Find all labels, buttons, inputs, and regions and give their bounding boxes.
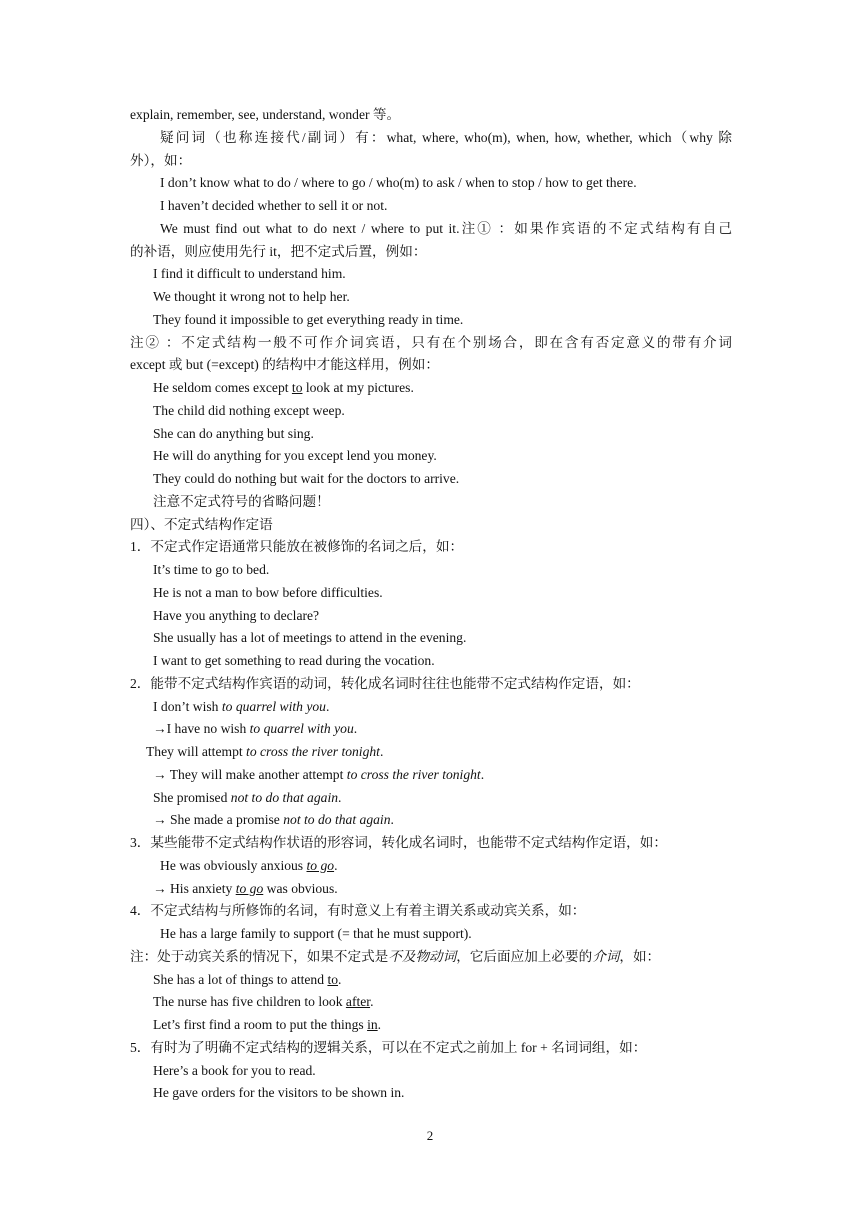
text-run: . [325, 698, 330, 714]
text-run: 4．不定式结构与所修饰的名词，有时意义上有着主谓关系或动宾关系，如： [130, 903, 586, 919]
text-run: ，它后面应加上必要的 [456, 948, 593, 964]
text-run: except 或 but (=except) 的结构中才能这样用，例如： [130, 357, 439, 373]
text-run: She can do anything but sing. [153, 425, 314, 441]
text-run: . [370, 994, 374, 1010]
underlined-text: in [367, 1017, 378, 1032]
text-run: explain, remember, see, understand, wonder 等。 [130, 107, 401, 122]
text-line [130, 400, 732, 423]
italic-text: to quarrel with you [249, 721, 354, 737]
text-run: ，如： [619, 948, 661, 964]
text-line [130, 150, 732, 173]
text-run: I haven’t decided whether to sell it or not. [160, 198, 388, 213]
text-run: They will attempt [146, 744, 247, 759]
text-line [130, 1037, 732, 1060]
underlined-text: to [291, 380, 303, 395]
text-line [130, 104, 732, 127]
text-line [130, 650, 732, 673]
text-run: . [480, 766, 485, 782]
text-run: It’s time to go to bed. [153, 562, 270, 577]
page-number: 2 [426, 1128, 434, 1143]
text-line [130, 263, 732, 286]
text-line [130, 605, 732, 628]
text-run: I don’t know what to do / where to go / who(m) to ask / when to stop / how to get there. [160, 175, 637, 191]
italic-text [236, 881, 264, 896]
text-run: I find it difficult to understand him. [153, 266, 346, 282]
underlined-text: after [345, 994, 371, 1010]
text-run: 3．某些能带不定式结构作状语的形容词，转化成名词时，也能带不定式结构作定语，如： [130, 835, 667, 850]
text-run: 注② ：不定式结构一般不可作介词宾语，只有在个别场合，即在含有否定意义的带有介词 [130, 334, 732, 350]
text-line [130, 286, 732, 309]
text-line [130, 832, 732, 855]
italic-text: 不及物动词 [388, 948, 457, 964]
text-line [130, 445, 732, 468]
italic-text: 介词 [592, 948, 620, 964]
text-line [130, 468, 732, 491]
text-run: We thought it wrong not to help her. [153, 289, 350, 304]
text-run: 的补语，则应使用先行 it，把不定式后置，例如： [130, 243, 427, 259]
underlined-text: to [327, 971, 339, 987]
text-run: They found it impossible to get everything ready in time. [153, 311, 464, 327]
text-run: →I have no wish [153, 721, 250, 737]
text-line [130, 878, 732, 901]
text-run: 2．能带不定式结构作宾语的动词，转化成名词时往往也能带不定式结构作定语，如： [130, 675, 640, 691]
underlined-italic-text: to go [235, 880, 264, 896]
text-run: She usually has a lot of meetings to attend in the evening. [153, 630, 467, 646]
text-run: He seldom comes except [153, 380, 292, 395]
text-line [130, 195, 732, 218]
text-run: look at my pictures. [302, 380, 414, 395]
text-run: → His anxiety [153, 880, 236, 896]
text-line [130, 332, 732, 355]
text-line [130, 172, 732, 195]
text-line [130, 627, 732, 650]
text-run: 注：处于动宾关系的情况下，如果不定式是 [130, 948, 389, 964]
document-body [130, 104, 732, 1105]
text-line [130, 673, 732, 696]
text-run: 外），如： [130, 152, 192, 168]
text-line [130, 1060, 732, 1083]
text-run: . [390, 812, 394, 828]
text-run: The nurse has five children to look [153, 994, 346, 1010]
text-line [130, 900, 732, 923]
italic-text: to cross the river tonight [346, 766, 481, 782]
text-run: I want to get something to read during the vocation. [153, 653, 435, 668]
text-run: He will do anything for you except lend you money. [153, 448, 437, 464]
italic-text: to quarrel with you [221, 698, 326, 714]
text-run: She has a lot of things to attend [153, 971, 328, 987]
italic-text: not to do that again [230, 789, 339, 805]
text-run: She promised [153, 789, 231, 805]
italic-text: to cross the river tonight [246, 744, 380, 759]
text-line [130, 582, 732, 605]
text-run: . [377, 1017, 382, 1032]
text-run: Let’s first find a room to put the things [153, 1017, 368, 1032]
text-run: 四）、不定式结构作定语 [130, 516, 273, 532]
text-run: Have you anything to declare? [153, 607, 320, 623]
text-line [130, 1082, 732, 1105]
underlined-italic-text: to go [306, 857, 335, 873]
text-run: He was obviously anxious [160, 857, 307, 873]
text-line [130, 127, 732, 150]
text-run: He gave orders for the visitors to be shown in. [153, 1085, 405, 1101]
text-run: He has a large family to support (= that he must support). [160, 926, 472, 941]
text-line [130, 718, 732, 741]
text-line [130, 218, 732, 241]
italic-text [306, 857, 338, 873]
text-line [130, 241, 732, 264]
text-run: We must find out what to do next / where to put it.注① ：如果作宾语的不定式结构有自己 [160, 220, 732, 236]
text-line [130, 1014, 732, 1037]
text-line [130, 491, 732, 514]
text-line [130, 423, 732, 446]
text-line [130, 377, 732, 400]
text-run: . [379, 744, 384, 759]
text-run: . [338, 971, 342, 987]
text-line [130, 354, 732, 377]
text-line [130, 855, 732, 878]
text-line [130, 741, 732, 764]
text-run: I don’t wish [153, 698, 222, 714]
text-run: He is not a man to bow before difficulties. [153, 584, 383, 600]
text-run: They could do nothing but wait for the doctors to arrive. [153, 471, 460, 486]
text-line [130, 514, 732, 537]
text-line [130, 764, 732, 787]
text-run: 5．有时为了明确不定式结构的逻辑关系，可以在不定式之前加上 for + 名词词组，如： [130, 1039, 647, 1055]
text-run: → They will make another attempt [153, 766, 347, 782]
text-run: Here’s a book for you to read. [153, 1062, 316, 1078]
italic-text: not to do that again [283, 812, 391, 828]
text-line [130, 969, 732, 992]
text-line [130, 991, 732, 1014]
text-run: → She made a promise [153, 812, 284, 828]
text-run: . [353, 721, 358, 737]
text-line [130, 559, 732, 582]
text-line [130, 809, 732, 832]
text-run: was obvious. [263, 880, 338, 896]
text-run: . [334, 857, 338, 873]
text-line [130, 923, 732, 946]
text-line [130, 536, 732, 559]
text-run: 1．不定式作定语通常只能放在被修饰的名词之后，如： [130, 539, 464, 555]
text-run: . [338, 789, 342, 805]
text-run: 疑问词（也称连接代/副词）有：what, where, who(m), when, how, whether, which（why 除 [160, 129, 732, 145]
text-run: The child did nothing except weep. [153, 402, 345, 418]
text-run: 注意不定式符号的省略问题！ [153, 493, 330, 509]
text-line [130, 309, 732, 332]
text-line [130, 696, 732, 719]
text-line [130, 946, 732, 969]
text-line [130, 787, 732, 810]
